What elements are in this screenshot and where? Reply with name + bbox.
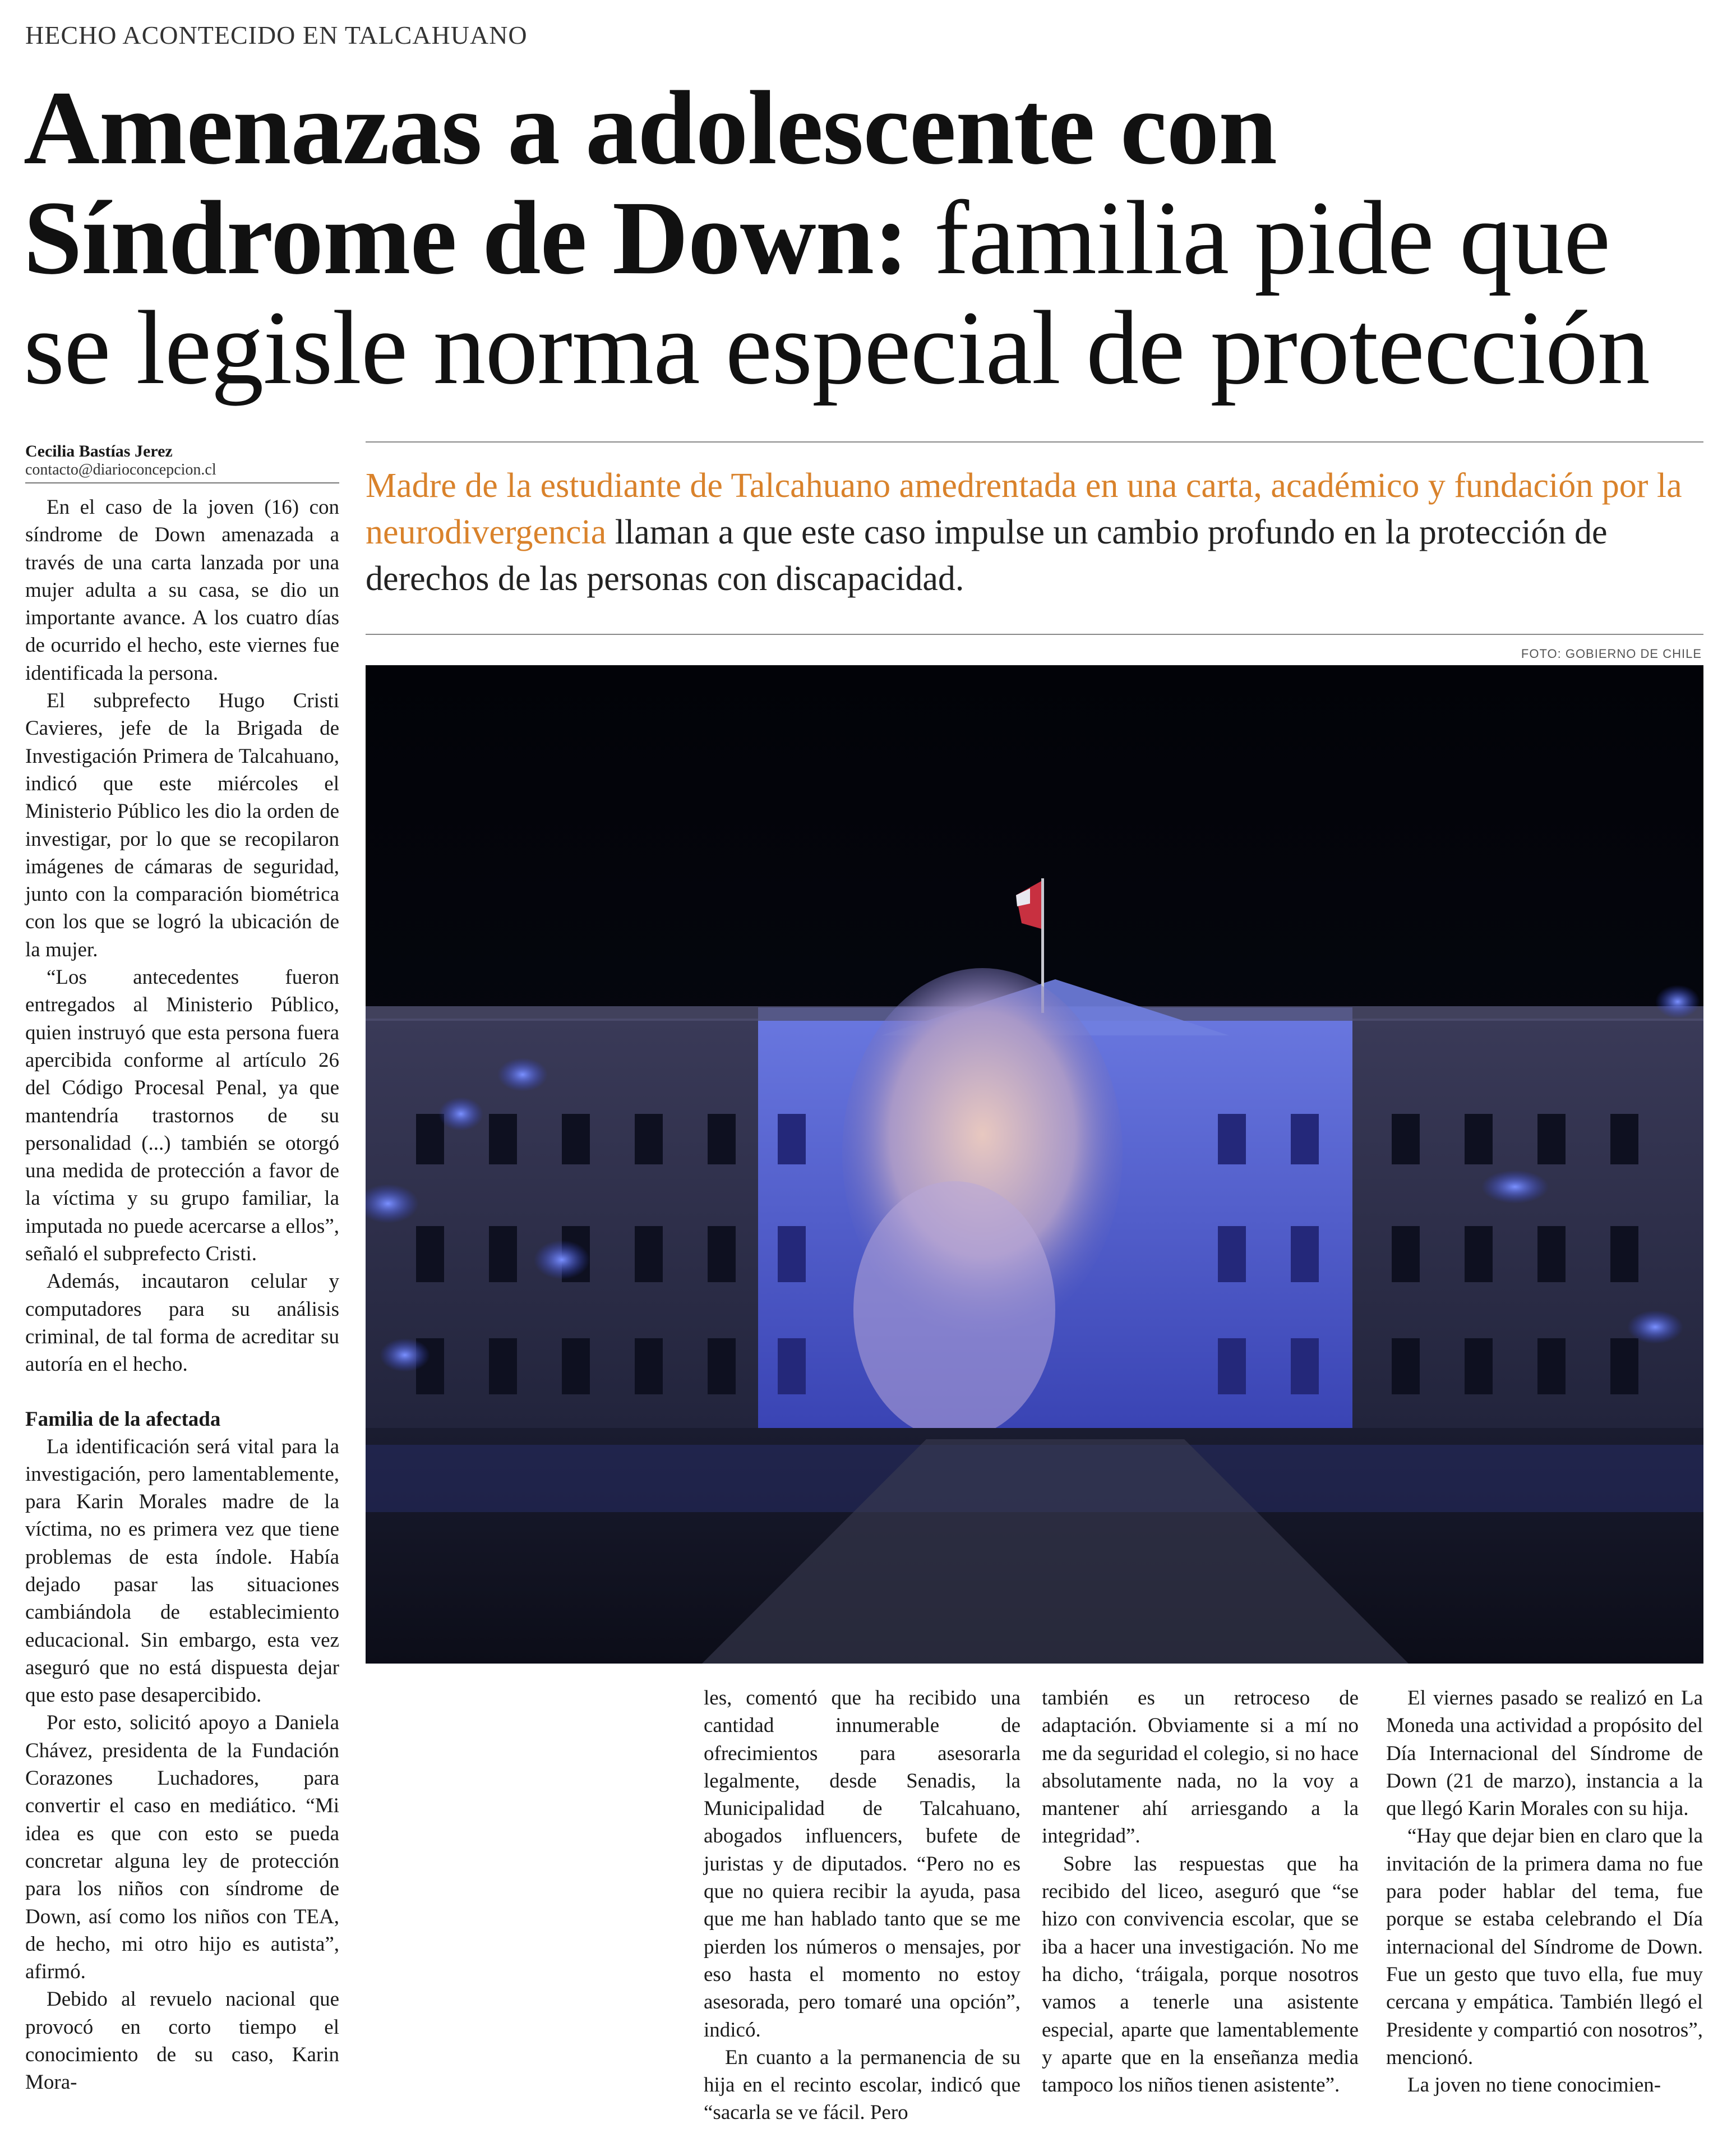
paragraph: Debido al revuelo nacional que provocó en corto tiempo el conocimiento de su caso, Karin Mora-	[25, 1988, 339, 2094]
kicker: HECHO ACONTECIDO EN TALCAHUANO	[25, 21, 528, 49]
main-photo	[366, 665, 1703, 1664]
projected-hand	[853, 1181, 1055, 1439]
paragraph: Sobre las respuestas que ha recibido del liceo, aseguró que “se hizo con convivencia escolar, que se iba a hacer una investigación. No me ha dicho, ‘tráigala, porque nosotros vamos a tenerle una asistente especial, aparte que lamentablemente y aparte que en la enseñanza media tampoco los niños tienen asistente”.	[1042, 1852, 1359, 2097]
paragraph: El subprefecto Hugo Cristi Cavieres, jefe de la Brigada de Investigación Primera de Talcahuano, indicó que este miércoles el Ministerio Público les dio la orden de investigar, por lo que se recopilaron imágenes de cámaras de seguridad, junto con la comparación biométrica con los que se logró la ubicación de la mujer.	[25, 689, 339, 961]
headline-line2-rest: familia pide que	[908, 179, 1610, 296]
paragraph: “Los antecedentes fueron entregados al Ministerio Público, quien instruyó que esta persona fuera apercibida conforme al artículo 26 del Código Procesal Penal, ya que mantendría trastornos de su personalidad (...) también se otorgó una medida de protección a favor de la víctima y su grupo familiar, la imputada no puede acercarse a ellos”, señaló el subprefecto Cristi.	[25, 966, 339, 1266]
palace-projection-illustration	[366, 665, 1703, 1664]
paragraph: les, comentó que ha recibido una cantidad innumerable de ofrecimientos para asesorarla legalmente, desde Senadis, la Municipalidad de Talcahuano, abogados influencers, bufete de juristas y de diputados. “Pero no es que no quiera recibir la ayuda, pasa que me han hablado tanto que se me pierden los números o mensajes, por eso hasta el momento no estoy asesorada, pero tomaré una opción”, indicó.	[704, 1687, 1020, 2042]
paragraph: El viernes pasado se realizó en La Moneda una actividad a propósito del Día Internacional del Síndrome de Down (21 de marzo), instancia a la que llegó Karin Morales con su hija.	[1386, 1687, 1703, 1821]
headline-line1: Amenazas a adolescente con	[24, 69, 1277, 186]
headline-line2-bold: Síndrome de Down:	[24, 179, 908, 296]
author-name: Cecilia Bastías Jerez	[25, 442, 173, 460]
photo-credit: FOTO: GOBIERNO DE CHILE	[1521, 647, 1702, 661]
byline	[25, 442, 339, 483]
subhead: Familia de la afectada	[25, 1407, 221, 1431]
headline-line3: se legisle norma especial de protección	[24, 289, 1650, 406]
standfirst-rest: llaman a que este caso impulse un cambio profundo en la protección de derechos de las personas con discapacidad.	[366, 513, 1608, 598]
body-column-3	[1042, 1684, 1359, 2099]
paragraph: La identificación será vital para la investigación, pero lamentablemente, para Karin Morales madre de la víctima, no es primera vez que tiene problemas de esta índole. Había dejado pasar las situaciones cambiándola de establecimiento educacional. Sin embargo, esta vez aseguró que no está dispuesta dejar que esto pase desapercibido.	[25, 1435, 339, 1707]
paragraph: también es un retroceso de adaptación. Obviamente si a mí no me da seguridad el colegio, si no hace absolutamente nada, no la voy a mantener ahí arriesgando a la integridad”.	[1042, 1687, 1359, 1848]
standfirst-accent: Madre de la estudiante de Talcahuano amedrentada en una carta, académico y fundación por la neurodivergencia	[366, 467, 1682, 551]
paragraph: Por esto, solicitó apoyo a Daniela Chávez, presidenta de la Fundación Corazones Luchadores, para convertir el caso en mediático. “Mi idea es que con esto se pueda concretar alguna ley de protección para los niños con síndrome de Down, así como los niños con TEA, de hecho, mi otro hijo es autista”, afirmó.	[25, 1711, 339, 1984]
paragraph: “Hay que dejar bien en claro que la invitación de la primera dama no fue para poder hablar del tema, fue porque se estaba celebrando el Día internacional del Síndrome de Down. Fue un gesto que tuvo ella, fue muy cercana y empática. También llegó el Presidente y compartió con nosotros”, mencionó.	[1386, 1825, 1703, 2069]
divider-top	[366, 441, 1703, 443]
author-email: contacto@diarioconcepcion.cl	[25, 461, 339, 483]
paragraph: Además, incautaron celular y computadores para su análisis criminal, de tal forma de acreditar su autoría en el hecho.	[25, 1270, 339, 1376]
standfirst	[366, 463, 1703, 602]
body-column-1	[25, 494, 339, 2097]
body-column-2	[704, 1684, 1020, 2127]
paragraph: La joven no tiene conocimien-	[1407, 2074, 1661, 2097]
divider-bottom	[366, 634, 1703, 635]
paragraph: En el caso de la joven (16) con síndrome de Down amenazada a través de una carta lanzada por una mujer adulta a su casa, se dio un importante avance. A los cuatro días de ocurrido el hecho, este viernes fue identificada la persona.	[25, 496, 339, 685]
paragraph: En cuanto a la permanencia de su hija en el recinto escolar, indicó que “sacarla se ve fácil. Pero	[704, 2046, 1020, 2125]
body-column-4	[1386, 1684, 1703, 2099]
headline	[24, 69, 1706, 406]
